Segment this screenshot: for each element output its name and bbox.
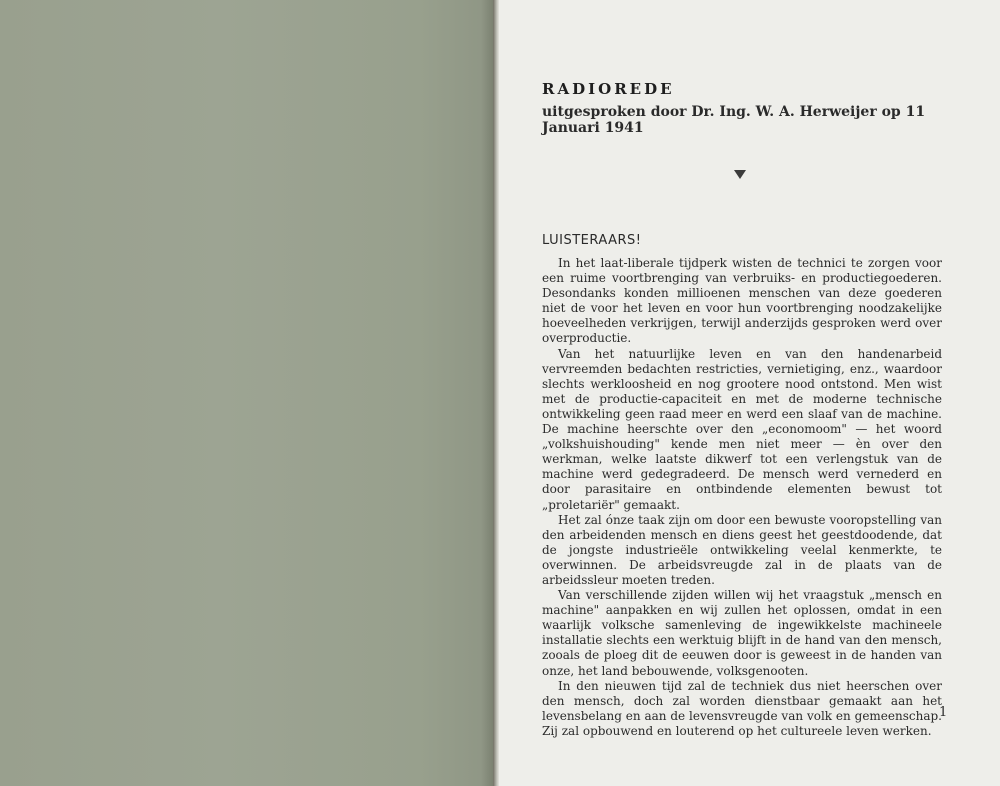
paragraph: Van het natuurlijke leven en van den handenarbeid vervreemden bedachten restricties, vernietiging, enz., waardoor slechts werkloosheid en nog grootere nood ontstond. Men wist met de productie-capaciteit en met de moderne technische ontwikkeling geen raad meer en werd een slaaf van de machine. De machine heerschte over den „economoom" — het woord „volkshuishouding" kende men niet meer — èn over den werkman, welke laatste dikwerf tot een verlengstuk van de machine werd gedegradeerd. De mensch werd vernederd en door parasitaire en ontbindende elementen bewust tot „proletariër" gemaakt. (542, 346, 942, 512)
speech-body (542, 256, 942, 739)
cover-page (0, 0, 493, 786)
page-number: 1 (939, 705, 948, 720)
paragraph: In het laat-liberale tijdperk wisten de technici te zorgen voor een ruime voortbrenging van verbruiks- en productiegoederen. Desondanks konden millioenen menschen van deze goederen niet de voor het leven en voor hun voortbrenging noodzakelijke hoeveelheden verkrijgen, terwijl anderzijds gesproken werd over overproductie. (542, 256, 942, 346)
paragraph: Van verschillende zijden willen wij het vraagstuk „mensch en machine" aanpakken en wij zullen het oplossen, omdat in een waarlijk volksche samenleving de ingewikkelste machineele installatie slechts een werktuig blijft in de hand van den mensch, zooals de ploeg dit de eeuwen door is geweest in de handen van onze, het land bebouwende, volksgenooten. (542, 588, 942, 678)
page-title: RADIOREDE (542, 80, 675, 98)
triangle-ornament-icon (734, 170, 746, 179)
speech-byline: uitgesproken door Dr. Ing. W. A. Herweijer op 11 Januari 1941 (542, 104, 926, 136)
paragraph: Het zal ónze taak zijn om door een bewuste vooropstelling van den arbeidenden mensch en diens geest het geestdoodende, dat de jongste industrieële ontwikkeling veelal kenmerkte, te overwinnen. De arbeidsvreugde zal in de plaats van de arbeidssleur moeten treden. (542, 512, 942, 587)
spine-shadow (481, 0, 493, 786)
text-page (499, 0, 1000, 786)
salutation: LUISTERAARS! (542, 233, 642, 248)
paragraph: In den nieuwen tijd zal de techniek dus niet heerschen over den mensch, doch zal worden dienstbaar gemaakt aan het levensbelang en aan de levensvreugde van volk en gemeenschap. Zij zal opbouwend en louterend op het cultureele leven werken. (542, 678, 942, 738)
